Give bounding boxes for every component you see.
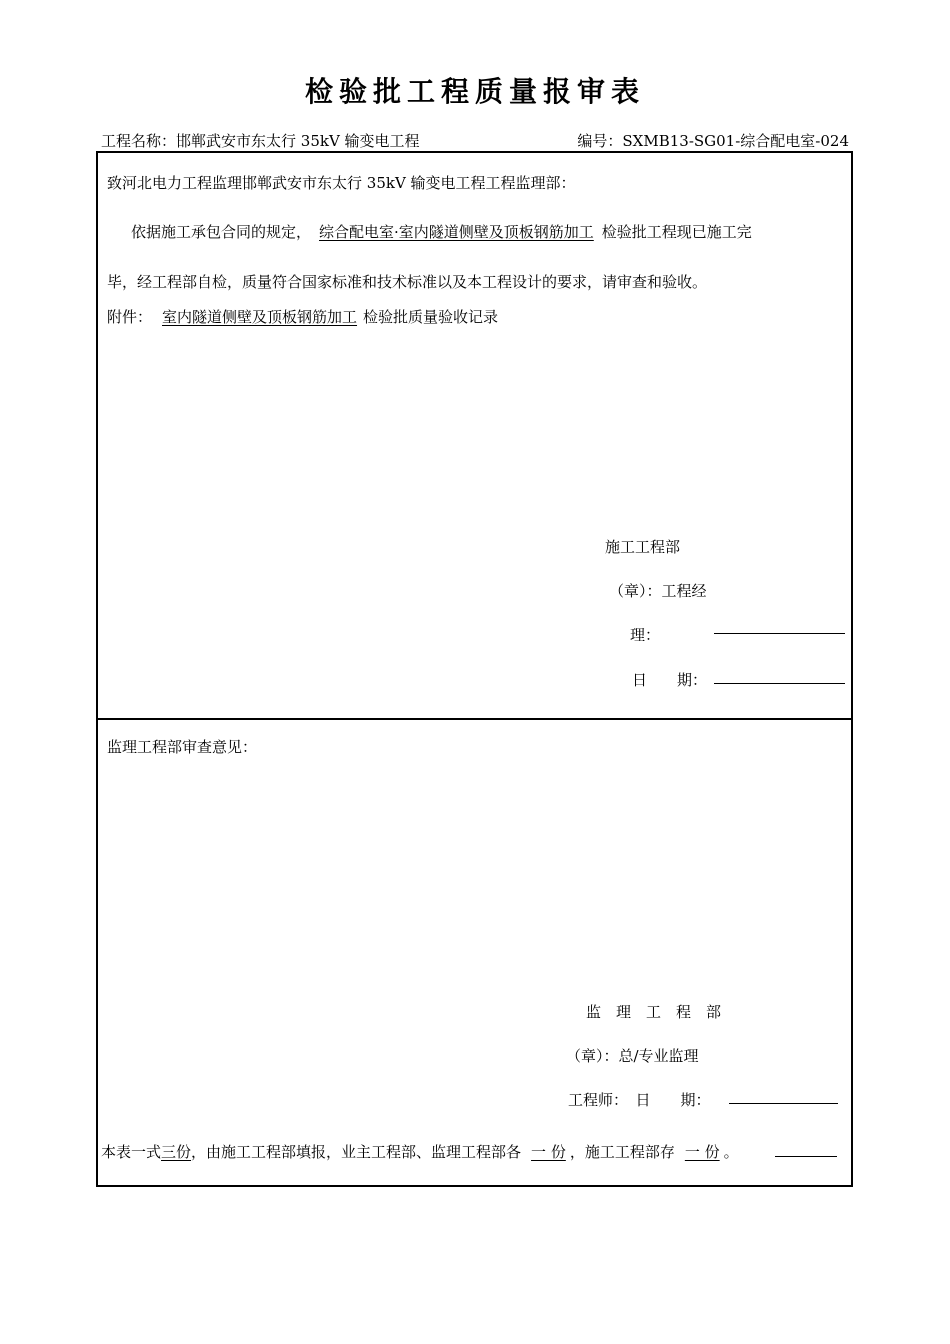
- supervision-dept: 监 理 工 程 部: [586, 1003, 722, 1021]
- copies-kept: 一 份: [684, 1143, 720, 1161]
- copies-each: 一 份: [531, 1143, 566, 1161]
- copies-text-4: 。: [723, 1143, 739, 1161]
- attachment-label: 附件：: [107, 308, 153, 326]
- project-name: 工程名称：邯郸武安市东太行 35kV 输变电工程: [101, 132, 420, 150]
- page-title: 检验批工程质量报审表: [304, 75, 645, 108]
- submission-continuation: 毕，经工程部自检，质量符合国家标准和技术标准以及本工程设计的要求，请审查和验收。: [107, 273, 708, 291]
- attachment-row: [107, 306, 498, 327]
- attachment-item: 室内隧道侧壁及顶板钢筋加工: [162, 308, 358, 326]
- manager-signature-line: [714, 633, 845, 634]
- copies-text-3: ，施工工程部存: [569, 1143, 675, 1161]
- supervision-seal-label: （章）：总/专业监理: [566, 1047, 699, 1065]
- intro-suffix: 检验批工程现已施工完: [601, 223, 752, 241]
- supervision-engineer-date: 工程师： 日 期：: [568, 1091, 711, 1109]
- copies-trailing-line: [775, 1156, 837, 1157]
- copies-note: [101, 1141, 739, 1162]
- inspection-batch-name: 综合配电室·室内隧道侧壁及顶板钢筋加工: [319, 223, 594, 241]
- supervision-date-line: [729, 1103, 838, 1104]
- copies-text-2: ，由施工工程部填报，业主工程部、监理工程部各: [191, 1143, 522, 1161]
- date-label: 日 期：: [632, 671, 708, 689]
- seal-manager-label: （章）：工程经: [609, 582, 707, 600]
- intro-prefix: 依据施工承包合同的规定，: [131, 223, 312, 241]
- addressee: 致河北电力工程监理邯郸武安市东太行 35kV 输变电工程工程监理部：: [107, 174, 576, 192]
- copies-text-1: 本表一式: [101, 1143, 162, 1161]
- date-line: [714, 683, 845, 684]
- attachment-suffix: 检验批质量验收记录: [363, 308, 499, 326]
- manager-label-cont: 理：: [630, 626, 661, 644]
- submission-intro: [131, 221, 752, 242]
- section-divider: [96, 718, 853, 720]
- serial-number: 编号：SXMB13-SG01-综合配电室-024: [577, 132, 849, 150]
- construction-dept: 施工工程部: [605, 538, 681, 556]
- supervision-opinion-label: 监理工程部审查意见：: [107, 738, 258, 756]
- copies-total: 三份: [161, 1143, 192, 1161]
